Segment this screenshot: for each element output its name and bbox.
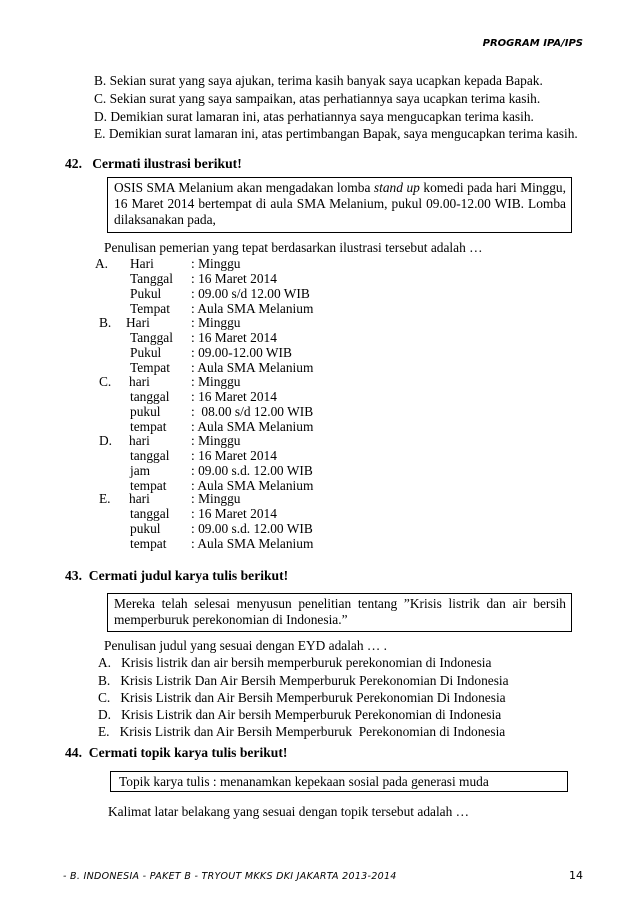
q43-option-d: D. Krisis Listrik dan Air bersih Memperburuk Perekonomian di Indonesia xyxy=(98,707,502,722)
q43-option-c: C. Krisis Listrik dan Air Bersih Memperburuk Perekonomian Di Indonesia xyxy=(98,690,506,705)
q41-option-e: E. Demikian surat lamaran ini, atas pertimbangan Bapak, saya mengucapkan terima kasih. xyxy=(94,126,578,141)
q41-option-b: B. Sekian surat yang saya ajukan, terima kasih banyak saya ucapkan kepada Bapak. xyxy=(94,73,543,88)
page-footer: - B. INDONESIA - PAKET B - TRYOUT MKKS DKI JAKARTA 2013-2014 xyxy=(63,871,397,882)
q44-heading: 44. Cermati topik karya tulis berikut! xyxy=(65,745,288,760)
q42-prompt: Penulisan pemerian yang tepat berdasarkan ilustrasi tersebut adalah … xyxy=(104,240,483,255)
q42-illustration-box: OSIS SMA Melanium akan mengadakan lomba stand up komedi pada hari Minggu, 16 Maret 2014 bertempat di aula SMA Melanium, pukul 09.00-12.00 WIB. Lomba dilaksanakan pada, xyxy=(107,177,572,233)
q43-title-box: Mereka telah selesai menyusun penelitian tentang ”Krisis listrik dan air bersih memperburuk perekonomian di Indonesia.” xyxy=(107,593,572,632)
q43-heading: 43. Cermati judul karya tulis berikut! xyxy=(65,568,289,583)
q43-option-e: E. Krisis Listrik dan Air Bersih Memperburuk Perekonomian di Indonesia xyxy=(98,724,506,739)
program-header: PROGRAM IPA/IPS xyxy=(482,38,583,49)
page-number: 14 xyxy=(569,869,583,882)
q43-prompt: Penulisan judul yang sesuai dengan EYD adalah … . xyxy=(104,638,388,653)
q43-option-b: B. Krisis Listrik Dan Air Bersih Memperburuk Perekonomian Di Indonesia xyxy=(98,673,509,688)
q41-option-c: C. Sekian surat yang saya sampaikan, atas perhatiannya saya ucapkan terima kasih. xyxy=(94,91,541,106)
q42-heading: 42. Cermati ilustrasi berikut! xyxy=(65,156,242,171)
q43-option-a: A. Krisis listrik dan air bersih memperburuk perekonomian di Indonesia xyxy=(98,655,492,670)
q44-prompt: Kalimat latar belakang yang sesuai dengan topik tersebut adalah … xyxy=(108,804,470,819)
q44-topic-box: Topik karya tulis : menanamkan kepekaan sosial pada generasi muda xyxy=(110,771,568,792)
q41-option-d: D. Demikian surat lamaran ini, atas perhatiannya saya mengucapkan terima kasih. xyxy=(94,109,534,124)
